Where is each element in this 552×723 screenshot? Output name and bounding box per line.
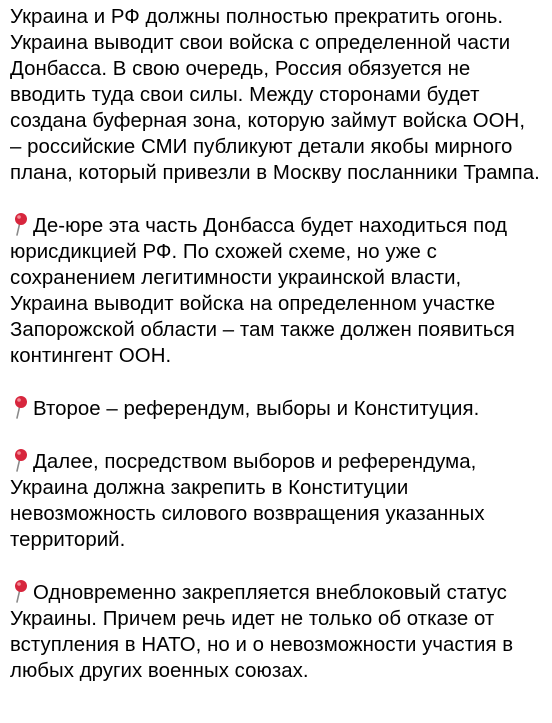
paragraph-4-text: Далее, посредством выборов и референдума, Украина должна закрепить в Конституции невозможность силового возвращения указанных территорий. xyxy=(10,451,485,551)
paragraph-1-text: Украина и РФ должны полностью прекратить огонь. Украина выводит свои войска с определенной части Донбасса. В свою очередь, Россия обязуется не вводить туда свои силы. Между сторонами будет создана буферная зона, которую займут войска ООН, – российские СМИ публикуют детали якобы мирного плана, который привезли в Москву посланники Трампа. xyxy=(10,6,540,184)
paragraph-2 xyxy=(10,212,542,369)
paragraph-1 xyxy=(10,4,542,186)
round-pushpin-icon xyxy=(10,395,30,419)
paragraph-2-text: Де-юре эта часть Донбасса будет находиться под юрисдикцией РФ. По схожей схеме, но уже с сохранением легитимности украинской власти, Украина выводит войска на определенном участке Запорожской области – там также должен появиться контингент ООН. xyxy=(10,215,515,367)
paragraph-5 xyxy=(10,579,542,684)
round-pushpin-icon xyxy=(10,212,30,236)
paragraph-5-text: Одновременно закрепляется внеблоковый статус Украины. Причем речь идет не только об отказе от вступления в НАТО, но и о невозможности участия в любых других военных союзах. xyxy=(10,582,514,682)
paragraph-3-text: Второе – референдум, выборы и Конституция. xyxy=(33,398,480,420)
round-pushpin-icon xyxy=(10,448,30,472)
paragraph-3 xyxy=(10,395,542,422)
round-pushpin-icon xyxy=(10,579,30,603)
paragraph-4 xyxy=(10,448,542,553)
